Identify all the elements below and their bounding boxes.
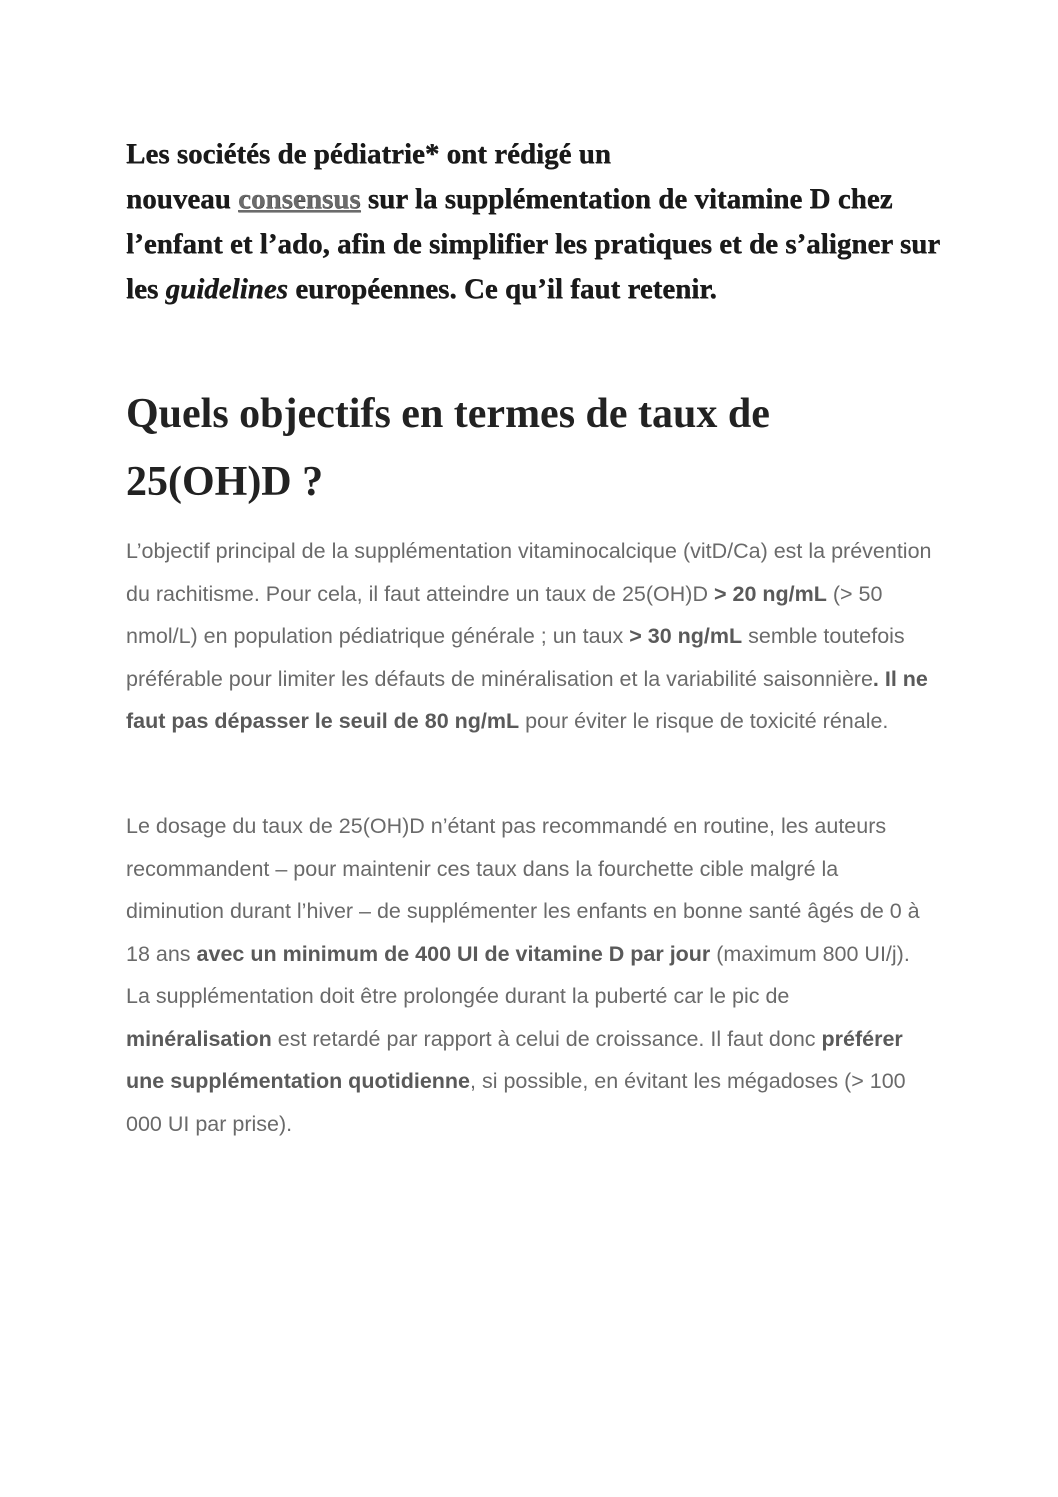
p1-bold-30ng: > 30 ng/mL xyxy=(629,624,743,648)
p1-text-1: L’objectif principal de la supplémentation vitaminocalcique (vitD/Ca) est la prévention du rachitisme. Pour cela, il faut atteindre un taux de 25(OH)D xyxy=(126,539,932,606)
p1-text-4: pour éviter le risque de toxicité rénale. xyxy=(519,709,889,733)
intro-text-middle: sur la supplémentation de vitamine D chez l’enfant et l’ado, afin de simplifier les pratiques et de s’aligner sur les xyxy=(126,183,940,305)
paragraph-recommendations xyxy=(126,805,936,1145)
consensus-link[interactable]: consensus xyxy=(238,183,361,215)
p2-bold-daily: préférer une supplémentation quotidienne xyxy=(126,1026,903,1093)
p1-text-2: (> 50 nmol/L) en population pédiatrique générale ; un taux xyxy=(126,581,883,648)
p1-bold-20ng: > 20 ng/mL xyxy=(713,581,827,606)
p2-text-2: (maximum 800 UI/j). La supplémentation doit être prolongée durant la puberté car le pic de xyxy=(126,941,910,1008)
p2-bold-minimum-dose: avec un minimum de 400 UI de vitamine D par jour xyxy=(196,941,711,966)
p1-bold-threshold: . Il ne faut pas dépasser le seuil de 80 ng/mL xyxy=(126,666,928,733)
intro-paragraph xyxy=(126,132,946,312)
paragraph-objectives xyxy=(126,530,936,743)
p2-text-1: Le dosage du taux de 25(OH)D n’étant pas recommandé en routine, les auteurs recommandent – pour maintenir ces taux dans la fourchette cible malgré la diminution durant l’hiver – de supplémenter les enfants en bonne santé âgés de 0 à 18 ans xyxy=(126,814,920,966)
p1-text-3: semble toutefois préférable pour limiter les défauts de minéralisation et la variabilité saisonnière xyxy=(126,624,905,691)
p2-bold-mineralisation: minéralisation xyxy=(126,1026,272,1051)
p2-text-3: est retardé par rapport à celui de croissance. Il faut donc xyxy=(271,1026,822,1051)
p2-text-4: , si possible, en évitant les mégadoses (> 100 000 UI par prise). xyxy=(126,1069,906,1136)
intro-text-end: européennes. Ce qu’il faut retenir. xyxy=(287,273,717,305)
intro-italic-guidelines: guidelines xyxy=(165,273,288,305)
intro-text-start: Les sociétés de pédiatrie* ont rédigé un xyxy=(126,138,611,170)
section-heading: Quels objectifs en termes de taux de 25(OH)D ? xyxy=(126,391,770,505)
intro-text-nouveau: nouveau xyxy=(126,183,239,215)
